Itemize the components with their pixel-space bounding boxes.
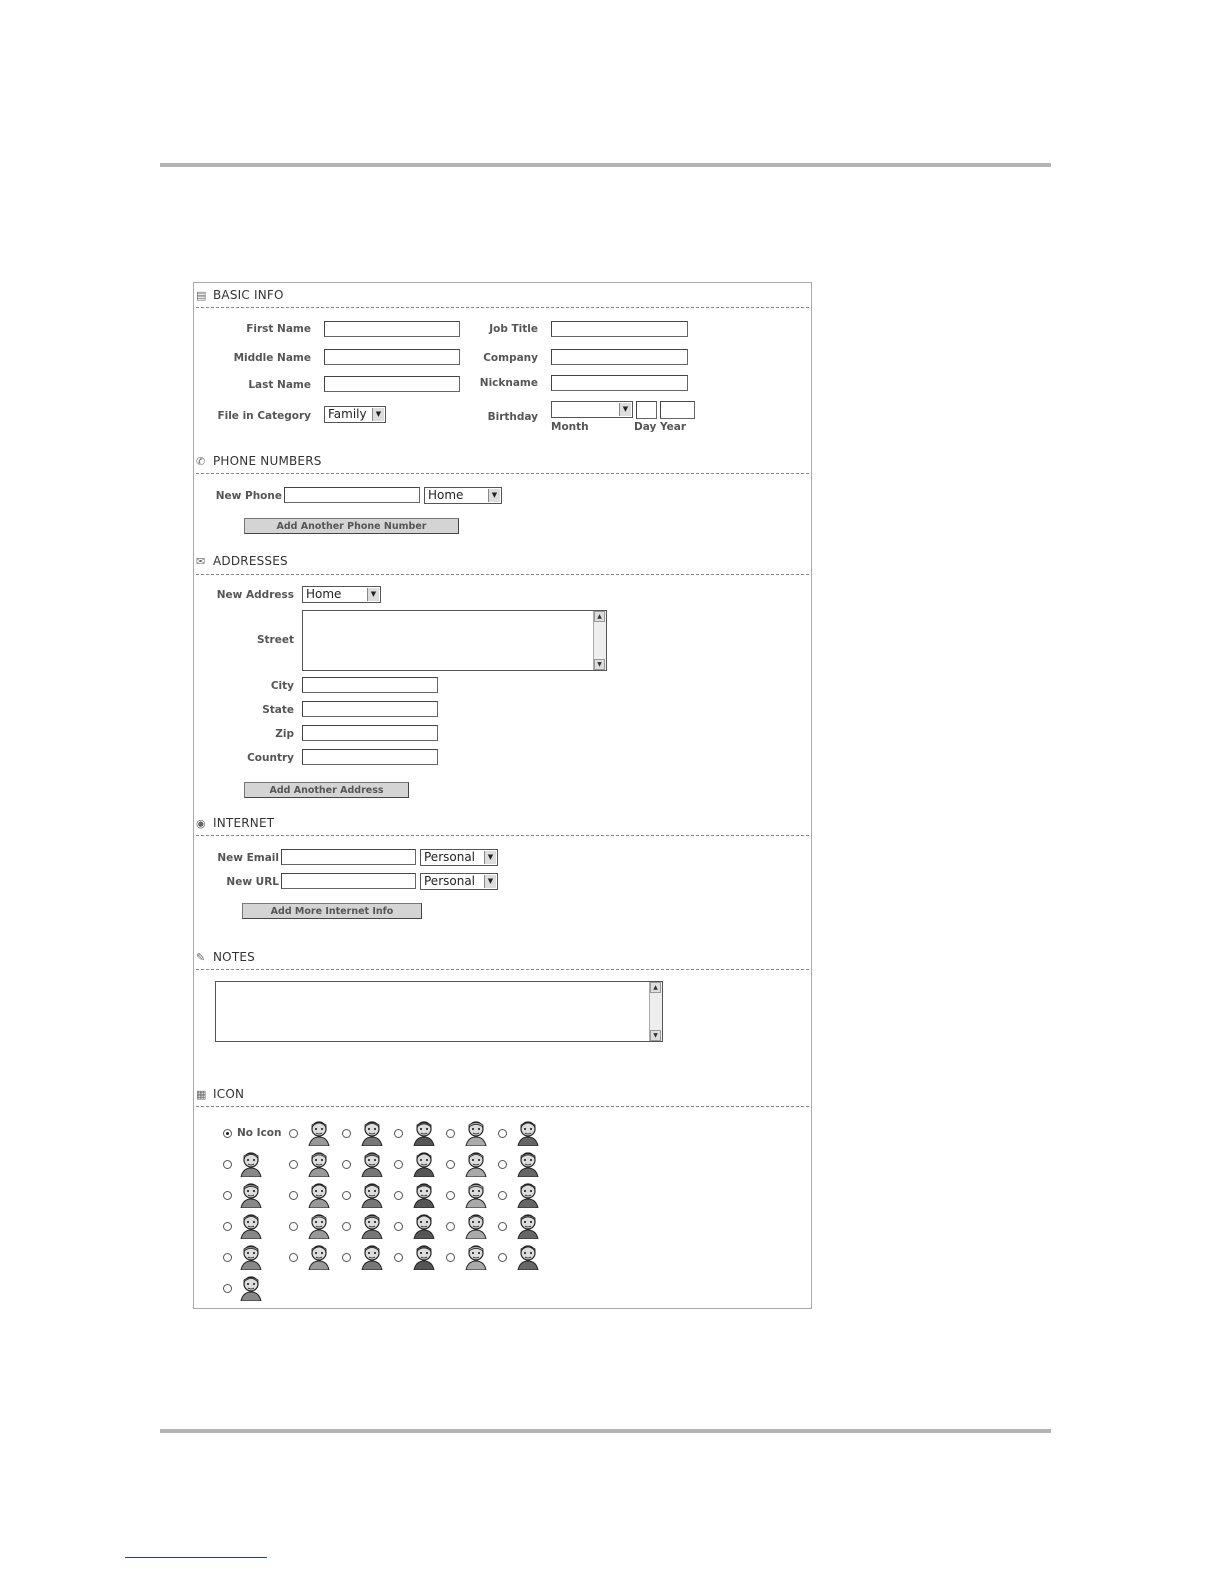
avatar-icon[interactable]: [410, 1180, 438, 1208]
first-name-label: First Name: [246, 323, 311, 335]
zip-input[interactable]: [302, 725, 438, 741]
avatar-icon[interactable]: [305, 1118, 333, 1146]
avatar-icon[interactable]: [237, 1180, 265, 1208]
country-input[interactable]: [302, 749, 438, 765]
nickname-label: Nickname: [479, 377, 538, 389]
birthday-month-select[interactable]: [551, 401, 633, 418]
icon-radio[interactable]: [394, 1160, 403, 1169]
scroll-down-icon[interactable]: ▼: [594, 659, 605, 670]
icon-radio[interactable]: [446, 1191, 455, 1200]
avatar-icon[interactable]: [514, 1180, 542, 1208]
chevron-down-icon[interactable]: ▼: [484, 875, 496, 888]
map-pin-icon: ✉: [196, 555, 206, 568]
icon-radio[interactable]: [394, 1253, 403, 1262]
avatar-icon[interactable]: [358, 1211, 386, 1239]
scroll-up-icon[interactable]: ▲: [594, 611, 605, 622]
grid-icon: ▦: [196, 1088, 207, 1101]
top-rule: [160, 163, 1051, 167]
scrollbar[interactable]: [649, 982, 662, 1041]
addresses-header: ✉ ADDRESSES: [196, 554, 288, 568]
icon-radio[interactable]: [342, 1160, 351, 1169]
icon-radio[interactable]: [223, 1191, 232, 1200]
job-title-label: Job Title: [489, 323, 538, 335]
avatar-icon[interactable]: [305, 1211, 333, 1239]
middle-name-input[interactable]: [324, 349, 460, 365]
category-value: Family: [328, 407, 367, 421]
icon-radio[interactable]: [446, 1129, 455, 1138]
pencil-icon: ✎: [196, 951, 206, 964]
icon-radio[interactable]: [223, 1284, 232, 1293]
month-label: Month: [551, 421, 589, 433]
chevron-down-icon[interactable]: ▼: [484, 851, 496, 864]
new-url-input[interactable]: [281, 873, 416, 889]
internet-header: ◉ INTERNET: [196, 816, 275, 830]
birthday-year-input[interactable]: [660, 401, 695, 419]
avatar-icon[interactable]: [462, 1211, 490, 1239]
last-name-label: Last Name: [248, 379, 311, 391]
scroll-down-icon[interactable]: ▼: [650, 1030, 661, 1041]
chevron-down-icon[interactable]: ▼: [372, 408, 384, 421]
avatar-icon[interactable]: [462, 1242, 490, 1270]
icon-radio[interactable]: [342, 1253, 351, 1262]
divider: [196, 473, 809, 474]
url-type-select[interactable]: [420, 873, 498, 890]
chevron-down-icon[interactable]: ▼: [619, 403, 631, 416]
icon-radio[interactable]: [289, 1222, 298, 1231]
id-card-icon: ▤: [196, 289, 207, 302]
globe-icon: ◉: [196, 817, 206, 830]
icon-radio[interactable]: [394, 1222, 403, 1231]
state-label: State: [262, 704, 294, 716]
phone-type-value: Home: [428, 488, 464, 502]
last-name-input[interactable]: [324, 376, 460, 392]
avatar-icon[interactable]: [358, 1149, 386, 1177]
icon-radio[interactable]: [394, 1191, 403, 1200]
url-type-value: Personal: [424, 874, 476, 888]
company-input[interactable]: [551, 349, 688, 365]
address-type-value: Home: [306, 587, 342, 601]
notes-textarea[interactable]: [215, 981, 663, 1042]
phone-type-select[interactable]: [424, 487, 502, 504]
avatar-icon[interactable]: [305, 1180, 333, 1208]
new-email-input[interactable]: [281, 849, 416, 865]
avatar-icon[interactable]: [305, 1242, 333, 1270]
icon-radio[interactable]: [223, 1222, 232, 1231]
icon-radio[interactable]: [223, 1253, 232, 1262]
first-name-input[interactable]: [324, 321, 460, 337]
icon-radio[interactable]: [498, 1253, 507, 1262]
birthday-day-input[interactable]: [636, 401, 657, 419]
divider: [196, 969, 809, 970]
icon-radio[interactable]: [446, 1160, 455, 1169]
company-label: Company: [483, 352, 538, 364]
icon-radio[interactable]: [498, 1191, 507, 1200]
divider: [196, 835, 809, 836]
city-label: City: [270, 680, 294, 692]
category-select[interactable]: [324, 406, 386, 423]
basic-info-header: ▤ BASIC INFO: [196, 288, 284, 302]
icon-radio[interactable]: [289, 1191, 298, 1200]
chevron-down-icon[interactable]: ▼: [367, 588, 379, 601]
bottom-rule: [160, 1429, 1051, 1433]
icon-radio[interactable]: [289, 1129, 298, 1138]
new-email-label: New Email: [217, 852, 279, 864]
email-type-select[interactable]: [420, 849, 498, 866]
birthday-label: Birthday: [487, 411, 538, 423]
avatar-icon[interactable]: [462, 1118, 490, 1146]
footnote-rule: [125, 1557, 267, 1558]
icon-radio[interactable]: [223, 1160, 232, 1169]
icon-radio[interactable]: [342, 1129, 351, 1138]
state-input[interactable]: [302, 701, 438, 717]
new-phone-label: New Phone: [215, 490, 282, 502]
divider: [196, 307, 809, 308]
add-address-button[interactable]: Add Another Address: [244, 782, 409, 798]
day-label: Day: [634, 421, 657, 433]
avatar-icon[interactable]: [514, 1149, 542, 1177]
no-icon-radio[interactable]: [223, 1129, 232, 1138]
no-icon-label: No Icon: [237, 1127, 282, 1139]
add-phone-button[interactable]: Add Another Phone Number: [244, 518, 459, 534]
new-phone-input[interactable]: [284, 487, 420, 503]
icon-radio[interactable]: [342, 1222, 351, 1231]
address-type-select[interactable]: [302, 586, 381, 603]
chevron-down-icon[interactable]: ▼: [488, 489, 500, 502]
email-type-value: Personal: [424, 850, 476, 864]
divider: [196, 574, 809, 575]
icon-radio[interactable]: [289, 1160, 298, 1169]
icon-radio[interactable]: [394, 1129, 403, 1138]
icon-radio[interactable]: [446, 1253, 455, 1262]
icon-radio[interactable]: [289, 1253, 298, 1262]
avatar-icon[interactable]: [410, 1118, 438, 1146]
avatar-icon[interactable]: [358, 1242, 386, 1270]
divider: [196, 1106, 809, 1107]
new-address-label: New Address: [216, 589, 294, 601]
avatar-icon[interactable]: [237, 1211, 265, 1239]
avatar-icon[interactable]: [237, 1273, 265, 1301]
avatar-icon[interactable]: [514, 1211, 542, 1239]
job-title-input[interactable]: [551, 321, 688, 337]
street-label: Street: [256, 634, 294, 646]
avatar-icon[interactable]: [410, 1242, 438, 1270]
avatar-icon[interactable]: [410, 1211, 438, 1239]
avatar-icon[interactable]: [462, 1180, 490, 1208]
icon-radio[interactable]: [498, 1129, 507, 1138]
avatar-icon[interactable]: [514, 1242, 542, 1270]
scrollbar[interactable]: [593, 611, 606, 670]
avatar-icon[interactable]: [358, 1118, 386, 1146]
phone-header: ✆ PHONE NUMBERS: [196, 454, 322, 468]
contact-form: [193, 282, 812, 1309]
avatar-icon[interactable]: [237, 1149, 265, 1177]
avatar-icon[interactable]: [305, 1149, 333, 1177]
middle-name-label: Middle Name: [233, 352, 311, 364]
avatar-icon[interactable]: [514, 1118, 542, 1146]
phone-icon: ✆: [196, 455, 206, 468]
year-label: Year: [660, 421, 687, 433]
street-textarea[interactable]: [302, 610, 607, 671]
avatar-icon[interactable]: [237, 1242, 265, 1270]
scroll-up-icon[interactable]: ▲: [650, 982, 661, 993]
nickname-input[interactable]: [551, 375, 688, 391]
add-internet-button[interactable]: Add More Internet Info: [242, 903, 422, 919]
icon-radio[interactable]: [498, 1222, 507, 1231]
avatar-icon[interactable]: [462, 1149, 490, 1177]
new-url-label: New URL: [226, 876, 279, 888]
notes-header: ✎ NOTES: [196, 950, 255, 964]
city-input[interactable]: [302, 677, 438, 693]
avatar-icon[interactable]: [410, 1149, 438, 1177]
zip-label: Zip: [275, 728, 294, 740]
icon-radio[interactable]: [342, 1191, 351, 1200]
icon-radio[interactable]: [446, 1222, 455, 1231]
icon-section-header: ▦ ICON: [196, 1087, 245, 1101]
avatar-icon[interactable]: [358, 1180, 386, 1208]
icon-radio[interactable]: [498, 1160, 507, 1169]
country-label: Country: [247, 752, 294, 764]
category-label: File in Category: [217, 410, 311, 422]
